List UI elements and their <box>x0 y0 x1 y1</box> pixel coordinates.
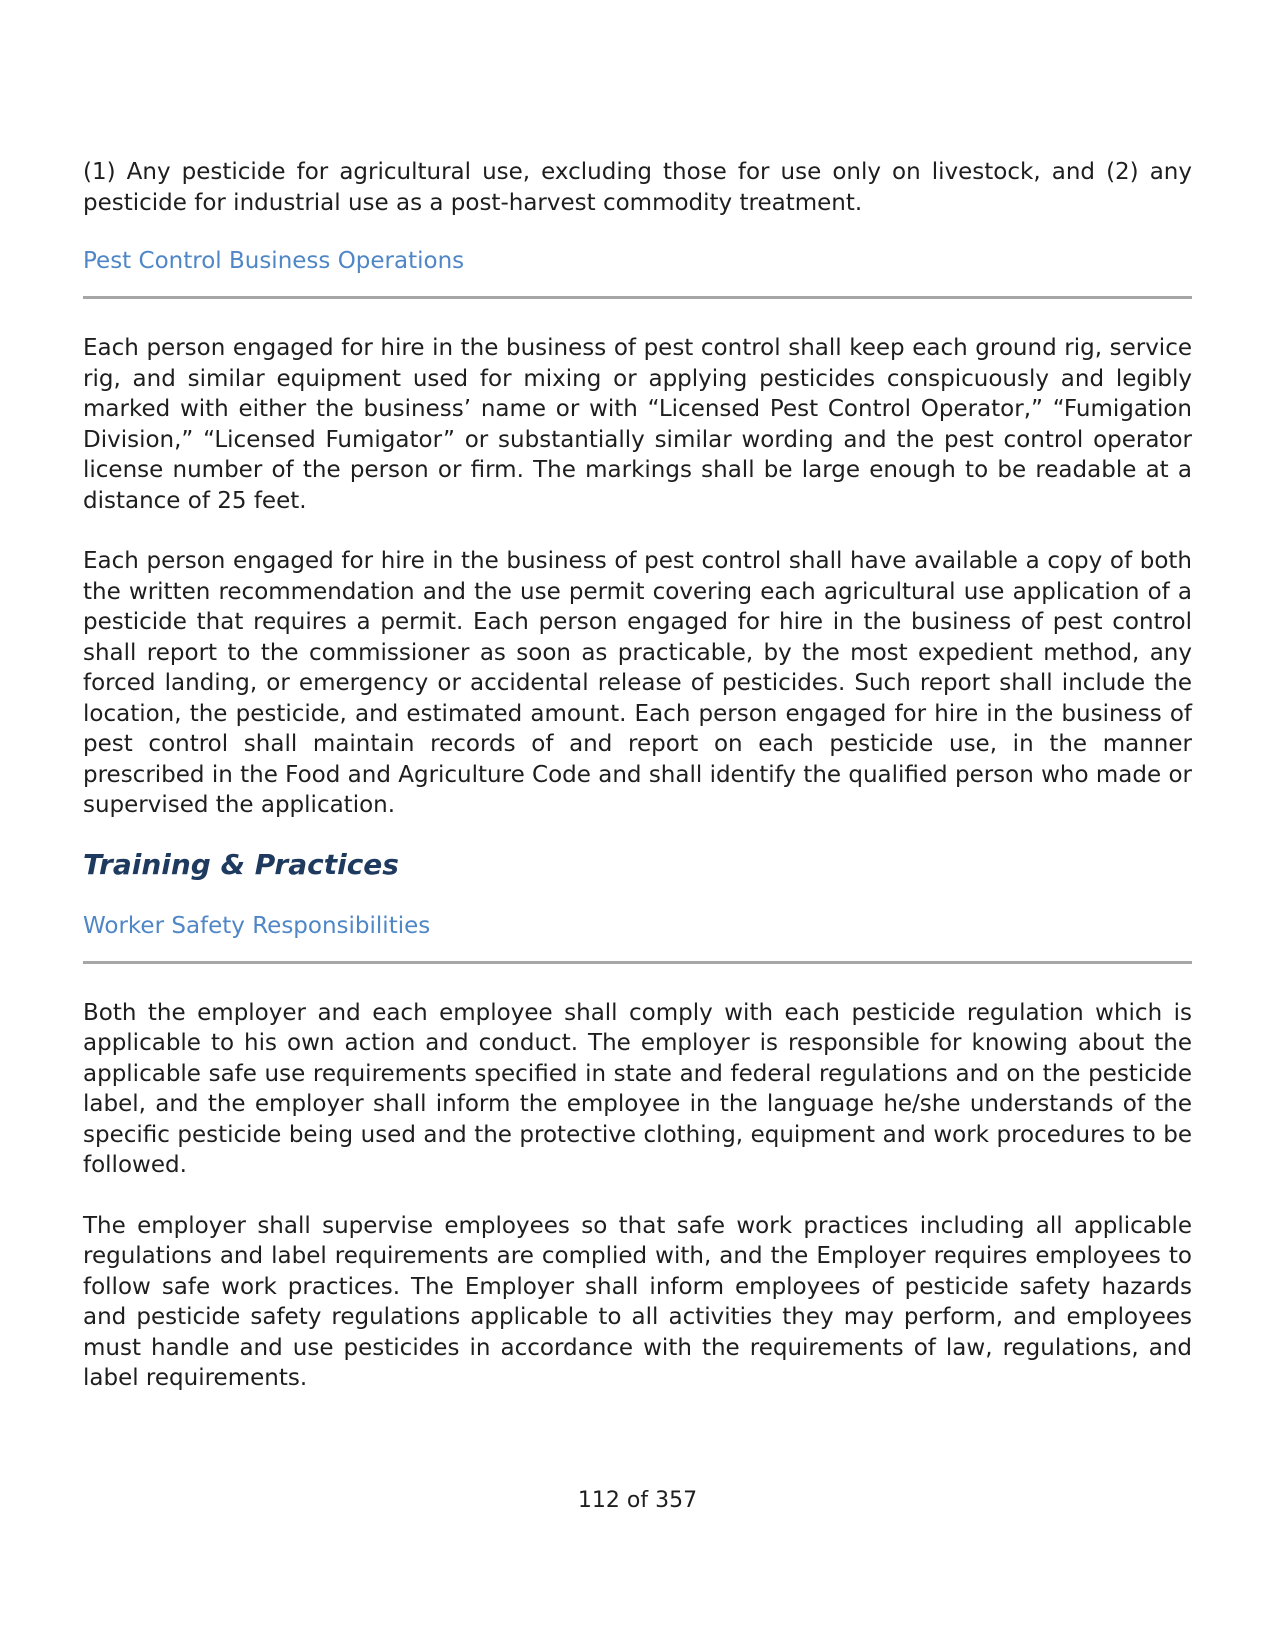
worker-safety-paragraph-2: The employer shall supervise employees so that safe work practices including all applicable regulations and label requirements are complied with, and the Employer requires employees to follow safe work practices. The Employer shall inform employees of pesticide safety hazards and pesticide safety regulations applicable to all activities they may perform, and employees must handle and use pesticides in accordance with the requirements of law, regulations, and label requirements. <box>83 1212 1192 1391</box>
page-number: 112 of 357 <box>577 1488 698 1513</box>
pest-control-heading: Pest Control Business Operations <box>83 248 465 274</box>
section-divider <box>83 296 1192 299</box>
pest-control-paragraph-2: Each person engaged for hire in the business of pest control shall have available a copy of both the written recommendation and the use permit covering each agricultural use application of a pesticide that requires a permit. Each person engaged for hire in the business of pest control shall report to the commissioner as soon as practicable, by the most expedient method, any forced landing, or emergency or accidental release of pesticides. Such report shall include the location, the pesticide, and estimated amount. Each person engaged for hire in the business of pest control shall maintain records of and report on each pesticide use, in the manner prescribed in the Food and Agriculture Code and shall identify the qualified person who made or supervised the application. <box>83 548 1192 818</box>
worker-safety-heading: Worker Safety Responsibilities <box>83 912 431 939</box>
intro-paragraph: (1) Any pesticide for agricultural use, excluding those for use only on livestock, and (2) any pesticide for industrial use as a post-harvest commodity treatment. <box>83 159 1192 216</box>
training-heading: Training & Practices <box>83 847 399 881</box>
document-page <box>83 157 1192 1394</box>
pest-control-paragraph-1: Each person engaged for hire in the business of pest control shall keep each ground rig, service rig, and similar equipment used for mixing or applying pesticides conspicuously and legibly marked with either the business’ name or with “Licensed Pest Control Operator,” “Fumigation Division,” “Licensed Fumigator” or substantially similar wording and the pest control operator license number of the person or firm. The markings shall be large enough to be readable at a distance of 25 feet. <box>83 335 1192 514</box>
section-divider <box>83 961 1192 964</box>
worker-safety-paragraph-1: Both the employer and each employee shall comply with each pesticide regulation which is applicable to his own action and conduct. The employer is responsible for knowing about the applicable safe use requirements specified in state and federal regulations and on the pesticide label, and the employer shall inform the employee in the language he/she understands of the specific pesticide being used and the protective clothing, equipment and work procedures to be followed. <box>83 999 1192 1178</box>
